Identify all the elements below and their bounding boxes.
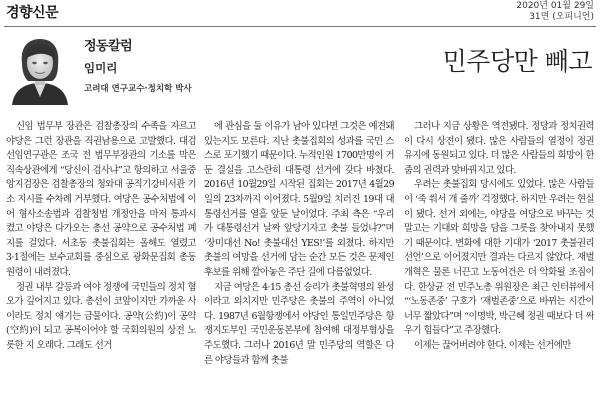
page-section: 31면 (오피니언) [529,12,594,22]
article-body [6,120,596,400]
paragraph: 우려는 촛불집회 당시에도 있었다. 많은 사람들이 ‘죽 쒀서 개 줄까’ 걱정했다. 하지만 우려는 현실이 됐다. 선거 외에는, 야당을 여당으로 바꾸는 것 말고는 기대와 희망을 담을 그릇을 찾아내지 못했기 때문이다. 변화에 대한 기대가 ‘2017 촛불권리선언’으로 이어졌지만 결과는 다르지 않았다. 재벌개혁은 물론 너끈고 노동여건은 더 악화될 조짐이다. 한상균 전 민주노총 위원장은 최근 인터뷰에서 “‘노동존중’ 구호가 ‘재벌존중’으로 바뀌는 시간이 너무 짧았다”며 “이명박, 박근혜 정권 때보다 더 싸우기 힘들다”고 주장했다. [404,179,594,337]
paragraph: 지금 여당은 4·15 총선 승리가 촛불혁명의 완성이라고 외치지만 민주당은 촛불의 주역이 아니었다. 1987년 6월항쟁에서 야당인 통일민주당은 항쟁지도부인 국민운동본부에 참여해 대정부협상을 주도했다. 그러나 2016년 말 민주당의 역할은 다른 야당들과 함께 촛불 [204,281,394,366]
paragraph: 신임 법무부 장관은 검찰총장의 수족을 자르고 야당은 그런 장관을 직권남용으로 고발했다. 대검 선임연구관은 조국 전 법무부장관의 기소를 막은 직속상관에게 “당신이 검사냐”고 항의하고 서울중앙지검장은 검찰총장의 청와대 공직기강비서관 기소 지시를 수차례 거부했다. 여당은 공수처법에 이어 형사소송법과 검찰청법 개정안을 마저 통과시켰고 야당은 다가오는 총선 공약으로 공수처법 폐지를 걸었다. 서초동 촛불집회는 올해도 열렸고 3·1절에는 보수교회를 중심으로 광화문집회 총동원령이 내려졌다. [6,121,196,278]
paragraph: 정권 내부 갈등과 여야 정쟁에 국민들의 정치 혐오가 깊어지고 있다. 총선이 코앞이지만 가까운 사이라도 정치 얘기는 금물이다. 공약(公約)이 공약(空約)이 되고 공복이어야 할 국회의원의 상전 노릇한 지 오래다. 그래도 선거 [6,281,196,351]
article-column-1 [6,120,196,400]
publication-date: 2020년 01월 29일 [516,1,594,11]
newspaper-masthead: 경향신문 [6,5,59,21]
header-rule [4,26,596,27]
paragraph: 에 관심을 둘 이유가 남아 있다면 그것은 예견돼 있는지도 모른다. 지난 촛불집회의 성과를 국민 스스로 포기했기 때문이다. 누적인원 1700만명이 거둔 결실을 고스란히 대통령 선거에 갖다 바쳤다. 2016년 10월29일 시작된 집회는 2017년 4월29일의 23차까지 이어졌다. 5월9일 치러진 19대 대통령선거를 열흘 앞둔 날이었다. 주최 측은 “우리가 대통령선거 날짜 앞당기자고 촛불 들었냐?”며 ‘장미대선 No! 촛불대선 YES!’를 외쳤다. 하지만 촛불의 여망을 선거에 담는 순간 모든 것은 문제인 후보를 위해 깔아놓은 주단 길에 다름없었다. [204,121,394,278]
author-portrait-icon [8,33,72,105]
article-column-2 [204,120,394,400]
dateline [516,1,594,23]
headline: 민주당만 빼고 [442,47,592,76]
article-column-3 [404,120,594,400]
author-name: 임미리 [84,61,118,75]
paragraph: 그러나 지금 상황은 역전됐다. 정당과 정치권력이 다시 상전이 됐다. 많은 사람들의 열정이 정권 유지에 동원되고 있다. 더 많은 사람들의 희망이 한줌의 권력과 맞바꿔지고 있다. [404,121,594,176]
author-title: 고려대 연구교수·정치학 박사 [84,84,192,94]
paragraph: 이제는 끊어버려야 한다. 이제는 선거에만 [414,339,571,351]
column-name: 정동칼럼 [84,39,133,54]
author-portrait [8,33,72,105]
